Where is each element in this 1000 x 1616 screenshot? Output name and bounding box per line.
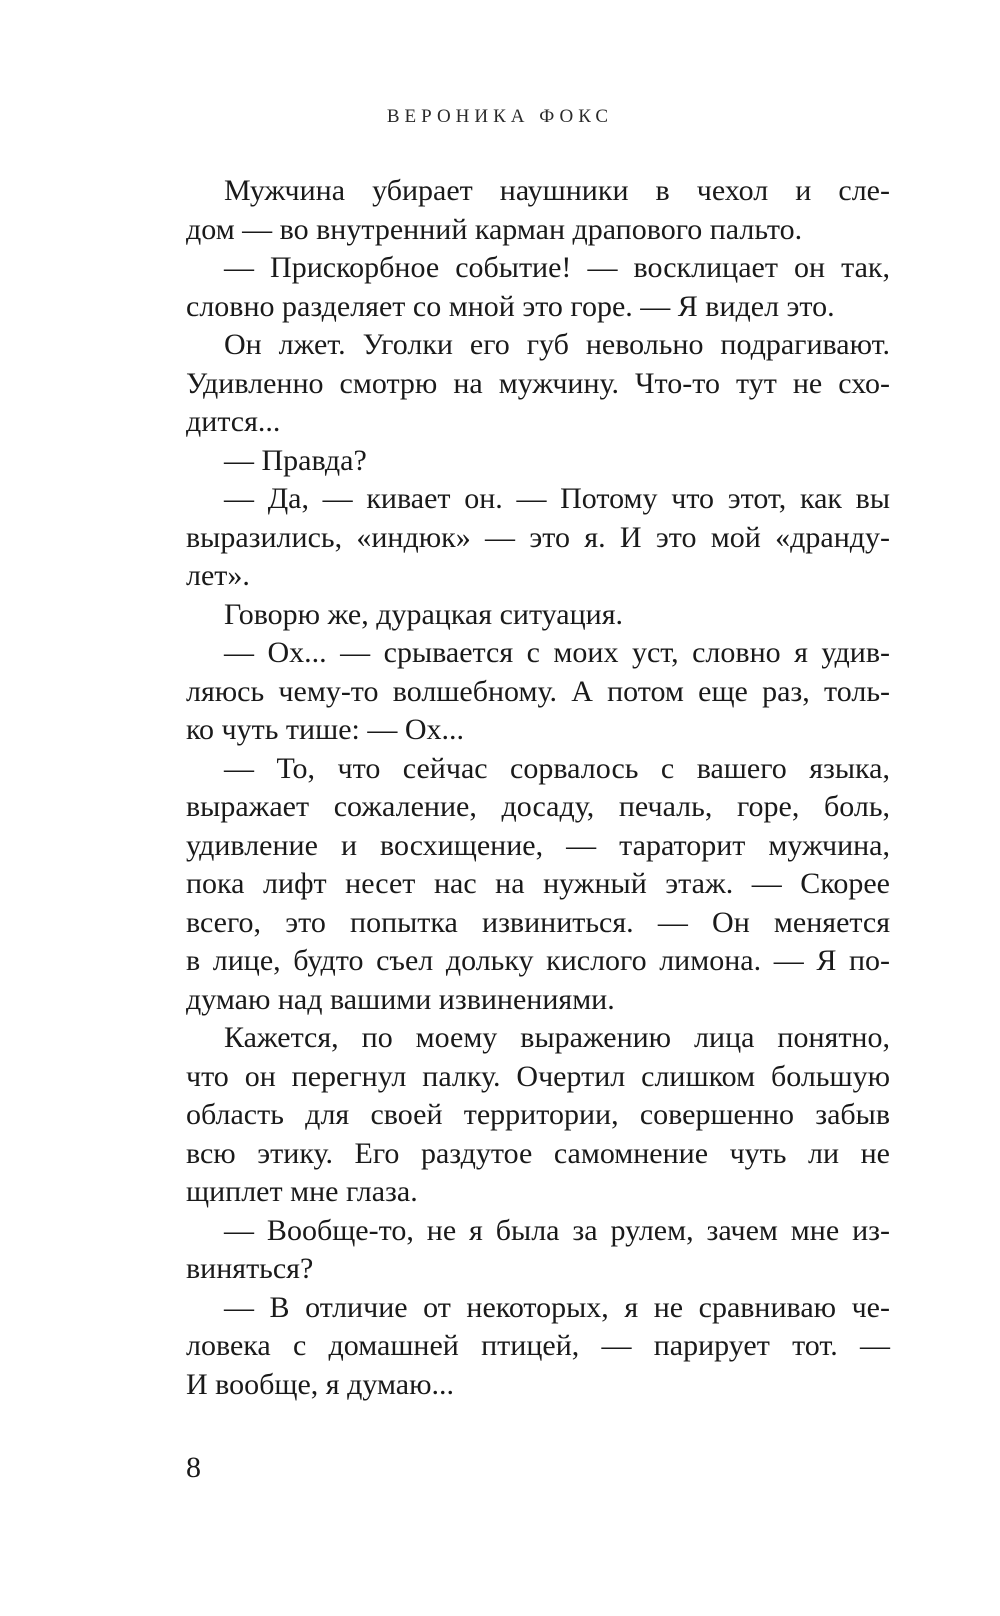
text-line: виняться? [186, 1252, 314, 1285]
text-line: Говорю же, дурацкая ситуация. [224, 597, 624, 631]
text-line: область для своей территории, совершенно забыв [186, 1098, 890, 1131]
text-line: дом — во внутренний карман драпового пальто. [186, 212, 803, 246]
text-line: Удивленно смотрю на мужчину. Что-то тут не схо- [186, 366, 890, 400]
text-line: выразились, «индюк» — это я. И это мой «дранду- [186, 520, 890, 554]
text-line: — В отличие от некоторых, я не сравниваю че- [224, 1290, 890, 1324]
running-head: ВЕРОНИКА ФОКС [386, 106, 614, 127]
text-line: — Прискорбное событие! — восклицает он так, [224, 251, 890, 284]
page-number: 8 [186, 1451, 201, 1484]
text-line: лет». [186, 559, 250, 592]
text-line: — Ох... — срывается с моих уст, словно я удив- [224, 636, 890, 669]
text-line: что он перегнул палку. Очертил слишком большую [186, 1059, 890, 1093]
text-line: Мужчина убирает наушники в чехол и сле- [224, 174, 890, 207]
text-line: ловека с домашней птицей, — парирует тот. — [186, 1329, 890, 1362]
text-line: словно разделяет со мной это горе. — Я видел это. [186, 289, 835, 323]
text-line: удивление и восхищение, — тараторит мужчина, [186, 828, 890, 862]
text-line: — Вообще-то, не я была за рулем, зачем мне из- [224, 1213, 890, 1247]
text-line: пока лифт несет нас на нужный этаж. — Скорее [186, 867, 890, 900]
text-line: в лице, будто съел дольку кислого лимона. — Я по- [186, 944, 890, 977]
text-line: щиплет мне глаза. [186, 1175, 418, 1208]
body-text [186, 172, 890, 1404]
text-line: — То, что сейчас сорвалось с вашего языка, [224, 751, 890, 785]
text-line: ко чуть тише: — Ох... [186, 713, 465, 746]
text-line: выражает сожаление, досаду, печаль, горе, боль, [186, 790, 890, 823]
text-line: дится... [186, 405, 281, 438]
text-line: Он лжет. Уголки его губ невольно подрагивают. [224, 328, 890, 361]
text-line: Кажется, по моему выражению лица понятно, [224, 1021, 890, 1054]
text-line: думаю над вашими извинениями. [186, 982, 615, 1016]
text-line: — Да, — кивает он. — Потому что этот, как вы [224, 482, 890, 515]
text-line: И вообще, я думаю... [186, 1367, 454, 1401]
text-line: — Правда? [224, 443, 367, 477]
text-line: всего, это попытка извиниться. — Он меняется [186, 905, 890, 939]
text-line: всю этику. Его раздутое самомнение чуть ли не [186, 1136, 890, 1170]
text-line: ляюсь чему-то волшебному. А потом еще раз, толь- [186, 674, 890, 708]
